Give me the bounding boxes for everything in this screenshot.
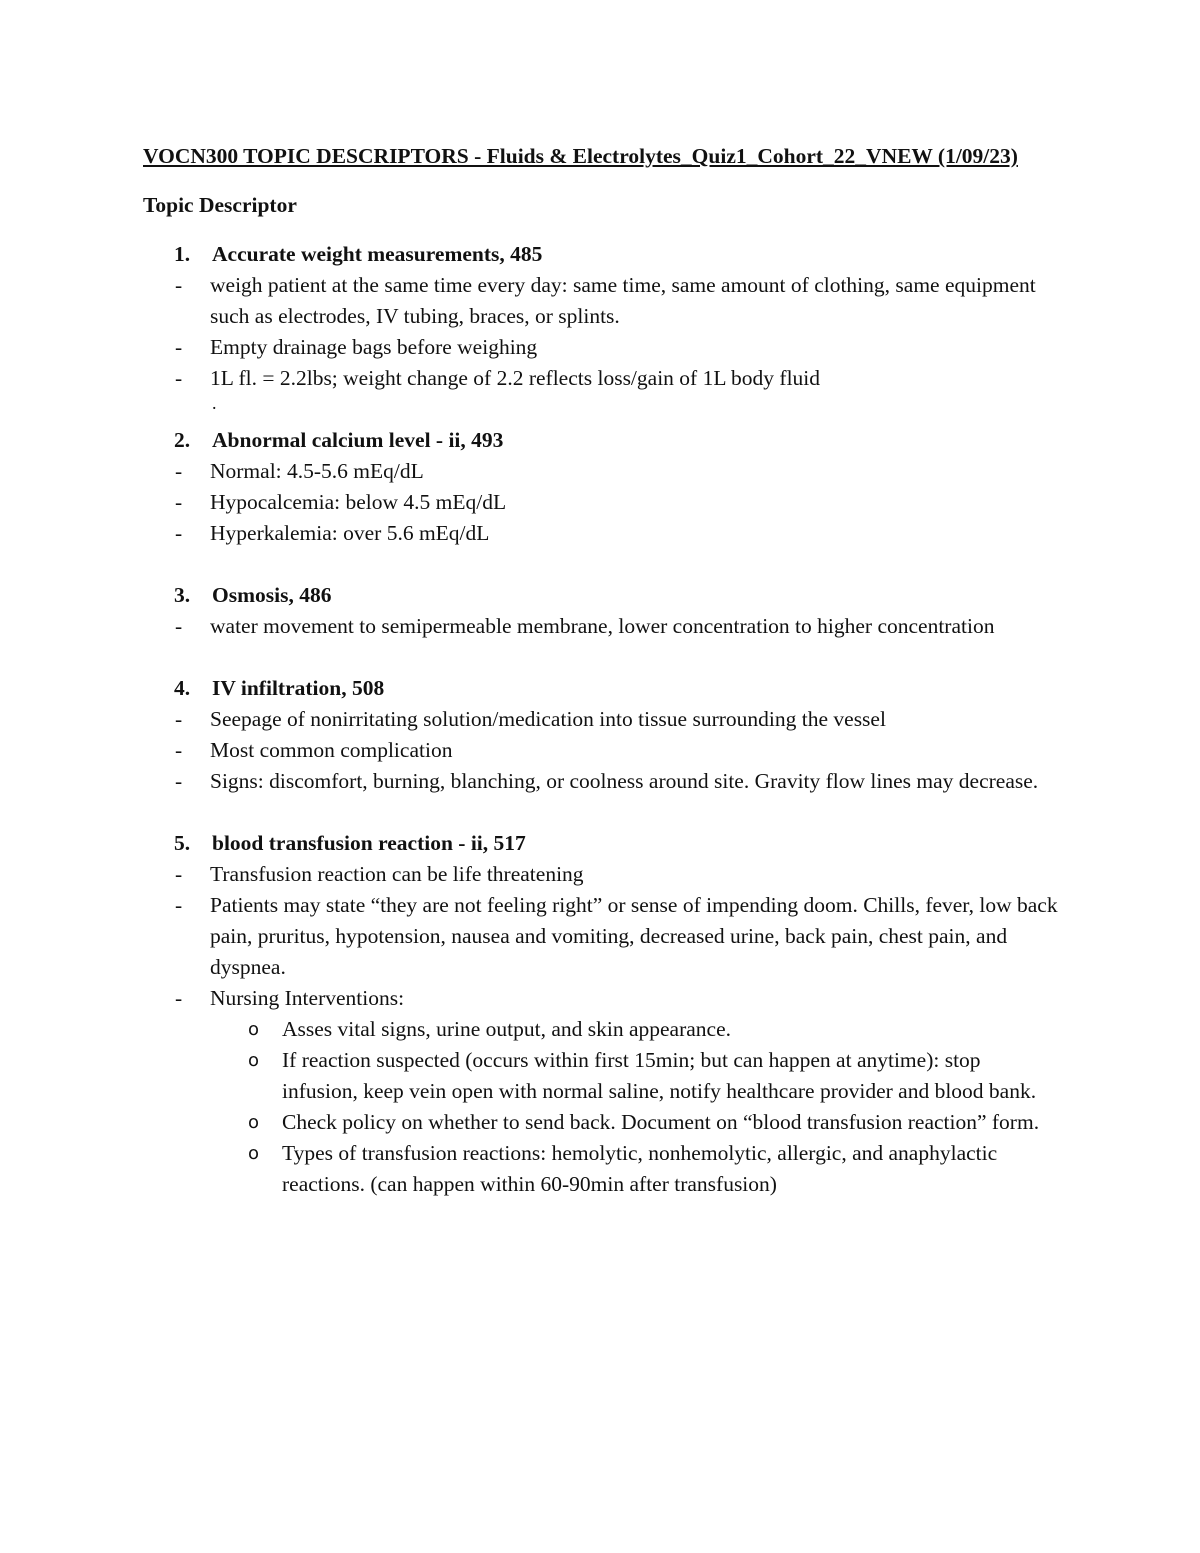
detail-item: - Patients may state “they are not feeling right” or sense of impending doom. Chills, fever, low back pain, pruritus, hypotension, nausea and vomiting, decreased urine, back pain, chest pain, and dyspnea. [210, 890, 1061, 983]
topic-item [143, 425, 1063, 549]
topic-item [143, 580, 1063, 642]
topic-item [143, 673, 1063, 797]
detail-item: - Signs: discomfort, burning, blanching, or coolness around site. Gravity flow lines may decrease. [210, 766, 1061, 797]
topic-details [175, 456, 1061, 549]
sub-detail-item: o Types of transfusion reactions: hemolytic, nonhemolytic, allergic, and anaphylactic reactions. (can happen within 60-90min after transfusion) [282, 1138, 1061, 1200]
dash-bullet: - [175, 986, 183, 1010]
circle-bullet-icon: o [248, 1143, 260, 1164]
detail-item: - Normal: 4.5-5.6 mEq/dL [210, 456, 1061, 487]
topic-number: 3. [174, 583, 191, 607]
topic-item [143, 239, 1063, 425]
topic-title: IV infiltration, 508 [212, 676, 385, 700]
detail-item: - Seepage of nonirritating solution/medication into tissue surrounding the vessel [210, 704, 1061, 735]
dash-bullet: - [175, 862, 183, 886]
detail-item: - weigh patient at the same time every day: same time, same amount of clothing, same equipment such as electrodes, IV tubing, braces, or splints. [210, 270, 1061, 332]
detail-item: - Most common complication [210, 735, 1061, 766]
sub-detail-item: o Check policy on whether to send back. Document on “blood transfusion reaction” form. [282, 1107, 1061, 1138]
topic-details [175, 611, 1061, 642]
detail-item: - Nursing Interventions: o Asses vital signs, urine output, and skin appearance. o If reaction suspected (occurs within first 15min; but can happen at anytime): stop infusion, keep vein open with normal saline, notify healthcare provider and blood bank. o Check policy on whether to send back. Document on “blood transfusion reaction” form. o Types of transfusion reactions: hemolytic, nonhemolytic, allergic, and anaphylactic reactions. (can happen within 60-90min after transfusion) [210, 983, 1061, 1200]
dash-bullet: - [175, 521, 183, 545]
sub-detail-item: o If reaction suspected (occurs within first 15min; but can happen at anytime): stop infusion, keep vein open with normal saline, notify healthcare provider and blood bank. [282, 1045, 1061, 1107]
topic-title: blood transfusion reaction - ii, 517 [212, 831, 526, 855]
detail-item: - water movement to semipermeable membrane, lower concentration to higher concentration [210, 611, 1061, 642]
document-title: VOCN300 TOPIC DESCRIPTORS - Fluids & Electrolytes_Quiz1_Cohort_22_VNEW (1/09/23) [143, 144, 1018, 168]
topic-number: 1. [174, 242, 191, 266]
circle-bullet-icon: o [248, 1019, 260, 1040]
dash-bullet: - [175, 366, 183, 390]
topic-number: 4. [174, 676, 191, 700]
dash-bullet: - [175, 273, 183, 297]
circle-bullet-icon: o [248, 1112, 260, 1133]
dash-bullet: - [175, 769, 183, 793]
dash-bullet: - [175, 490, 183, 514]
detail-item: - Hypocalcemia: below 4.5 mEq/dL [210, 487, 1061, 518]
topic-title: Osmosis, 486 [212, 583, 332, 607]
dash-bullet: - [175, 893, 183, 917]
topic-details [175, 859, 1061, 1200]
dash-bullet: - [175, 459, 183, 483]
sub-detail-item: o Asses vital signs, urine output, and skin appearance. [282, 1014, 1061, 1045]
stray-mark: . [212, 393, 217, 413]
circle-bullet-icon: o [248, 1050, 260, 1071]
detail-item: - 1L fl. = 2.2lbs; weight change of 2.2 reflects loss/gain of 1L body fluid [210, 363, 1061, 394]
dash-bullet: - [175, 707, 183, 731]
topic-number: 2. [174, 428, 191, 452]
dash-bullet: - [175, 335, 183, 359]
topic-details [175, 704, 1061, 797]
detail-item: - Transfusion reaction can be life threatening [210, 859, 1061, 890]
topic-title: Abnormal calcium level - ii, 493 [212, 428, 504, 452]
dash-bullet: - [175, 614, 183, 638]
topic-title: Accurate weight measurements, 485 [212, 242, 543, 266]
topic-list [143, 239, 1063, 1200]
section-heading: Topic Descriptor [143, 193, 297, 217]
detail-item: - Hyperkalemia: over 5.6 mEq/dL [210, 518, 1061, 549]
dash-bullet: - [175, 738, 183, 762]
sub-detail-list [210, 1014, 1061, 1200]
detail-item: - Empty drainage bags before weighing [210, 332, 1061, 363]
topic-item [143, 828, 1063, 1200]
topic-number: 5. [174, 831, 191, 855]
document-page [143, 140, 1063, 1231]
topic-details [175, 270, 1061, 394]
